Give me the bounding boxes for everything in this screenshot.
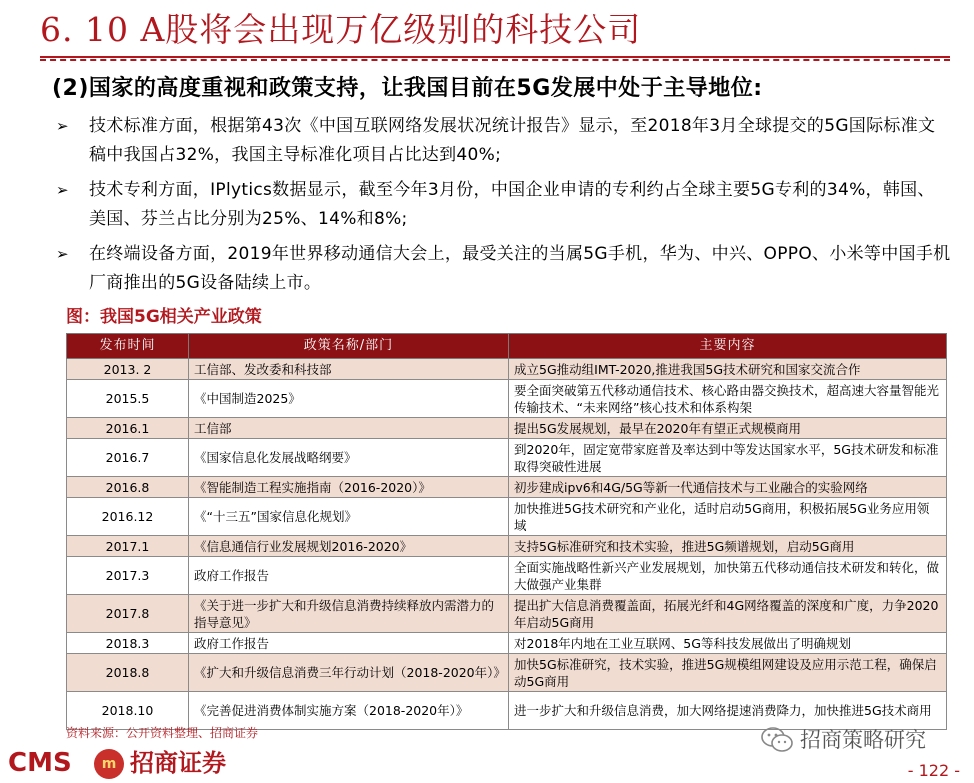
cell-policy: 《完善促进消费体制实施方案（2018-2020年）》 — [189, 692, 509, 730]
cell-date: 2017.1 — [67, 536, 189, 557]
table-row — [67, 633, 947, 654]
cms-logo — [8, 745, 248, 781]
cell-date: 2017.3 — [67, 557, 189, 595]
section-subheading: (2)国家的高度重视和政策支持，让我国目前在5G发展中处于主导地位: — [52, 76, 763, 101]
wechat-watermark — [760, 722, 960, 758]
bullet-item — [56, 240, 952, 298]
bullet-text: 技术标准方面，根据第43次《中国互联网络发展状况统计报告》显示，至2018年3月全球提交的5G国际标准文稿中我国占32%，我国主导标准化项目占比达到40%; — [89, 116, 936, 165]
cell-content: 加快5G标准研究，技术实验，推进5G规模组网建设及应用示范工程，确保启动5G商用 — [509, 654, 947, 692]
page-title: 6. 10 A股将会出现万亿级别的科技公司 — [40, 10, 642, 49]
table-header-row — [67, 334, 947, 359]
cell-policy: 《“十三五”国家信息化规划》 — [189, 498, 509, 536]
table-row — [67, 439, 947, 477]
cell-policy: 政府工作报告 — [189, 633, 509, 654]
cell-content: 对2018年内地在工业互联网、5G等科技发展做出了明确规划 — [509, 633, 947, 654]
table-row — [67, 498, 947, 536]
cell-date: 2017.8 — [67, 595, 189, 633]
logo-cn-text: 招商证券 — [130, 749, 226, 777]
page-number: - 122 - — [907, 761, 960, 780]
logo-badge-icon: m — [94, 749, 124, 779]
cell-policy: 工信部、发改委和科技部 — [189, 359, 509, 380]
bullet-item — [56, 112, 952, 170]
cell-policy: 政府工作报告 — [189, 557, 509, 595]
cell-content: 提出5G发展规划，最早在2020年有望正式规模商用 — [509, 418, 947, 439]
table-row — [67, 418, 947, 439]
bullet-text: 技术专利方面，IPlytics数据显示，截至今年3月份，中国企业申请的专利约占全球主要5G专利的34%，韩国、美国、芬兰占比分别为25%、14%和8%; — [89, 180, 935, 229]
bullet-item — [56, 176, 952, 234]
bullet-list — [56, 112, 952, 304]
arrow-bullet-icon: ➢ — [56, 245, 69, 263]
logo-cms-text: CMS — [8, 748, 72, 778]
cell-policy: 《国家信息化发展战略纲要》 — [189, 439, 509, 477]
cell-content: 成立5G推动组IMT-2020,推进我国5G技术研究和国家交流合作 — [509, 359, 947, 380]
cell-content: 要全面突破第五代移动通信技术、核心路由器交换技术，超高速大容量智能光传输技术、“未来网络”核心技术和体系构架 — [509, 380, 947, 418]
cell-policy: 工信部 — [189, 418, 509, 439]
table-row — [67, 595, 947, 633]
cell-date: 2018.8 — [67, 654, 189, 692]
arrow-bullet-icon: ➢ — [56, 181, 69, 199]
bullet-text: 在终端设备方面，2019年世界移动通信大会上，最受关注的当属5G手机，华为、中兴、OPPO、小米等中国手机厂商推出的5G设备陆续上市。 — [89, 244, 951, 293]
cell-policy: 《中国制造2025》 — [189, 380, 509, 418]
cell-policy: 《关于进一步扩大和升级信息消费持续释放内需潜力的指导意见》 — [189, 595, 509, 633]
header-policy: 政策名称/部门 — [189, 334, 509, 359]
table-row — [67, 359, 947, 380]
cell-date: 2013. 2 — [67, 359, 189, 380]
cell-date: 2018.3 — [67, 633, 189, 654]
title-divider — [40, 56, 950, 61]
cell-date: 2016.12 — [67, 498, 189, 536]
cell-date: 2018.10 — [67, 692, 189, 730]
cell-content: 初步建成ipv6和4G/5G等新一代通信技术与工业融合的实验网络 — [509, 477, 947, 498]
cell-content: 进一步扩大和升级信息消费，加大网络提速消费降力，加快推进5G技术商用 — [509, 692, 947, 730]
table-row — [67, 380, 947, 418]
figure-caption: 图：我国5G相关产业政策 — [66, 307, 262, 327]
cell-policy: 《智能制造工程实施指南（2016-2020）》 — [189, 477, 509, 498]
wechat-account-name: 招商策略研究 — [800, 728, 926, 752]
cell-policy: 《扩大和升级信息消费三年行动计划（2018-2020年）》 — [189, 654, 509, 692]
cell-date: 2016.8 — [67, 477, 189, 498]
cell-date: 2015.5 — [67, 380, 189, 418]
cell-content: 全面实施战略性新兴产业发展规划，加快第五代移动通信技术研发和转化，做大做强产业集群 — [509, 557, 947, 595]
cell-content: 提出扩大信息消费覆盖面，拓展光纤和4G网络覆盖的深度和广度，力争2020年启动5G商用 — [509, 595, 947, 633]
source-note: 资料来源：公开资料整理、招商证券 — [66, 726, 259, 740]
header-content: 主要内容 — [509, 334, 947, 359]
cell-content: 到2020年，固定宽带家庭普及率达到中等发达国家水平，5G技术研发和标准取得突破性进展 — [509, 439, 947, 477]
cell-date: 2016.1 — [67, 418, 189, 439]
header-date: 发布时间 — [67, 334, 189, 359]
arrow-bullet-icon: ➢ — [56, 117, 69, 135]
cell-content: 支持5G标准研究和技术实验，推进5G频谱规划，启动5G商用 — [509, 536, 947, 557]
wechat-icon — [760, 726, 794, 754]
cell-content: 加快推进5G技术研究和产业化，适时启动5G商用，积极拓展5G业务应用领域 — [509, 498, 947, 536]
cell-policy: 《信息通信行业发展规划2016-2020》 — [189, 536, 509, 557]
table-row — [67, 536, 947, 557]
table-row — [67, 654, 947, 692]
policy-table — [66, 333, 947, 730]
table-row — [67, 477, 947, 498]
table-row — [67, 557, 947, 595]
cell-date: 2016.7 — [67, 439, 189, 477]
